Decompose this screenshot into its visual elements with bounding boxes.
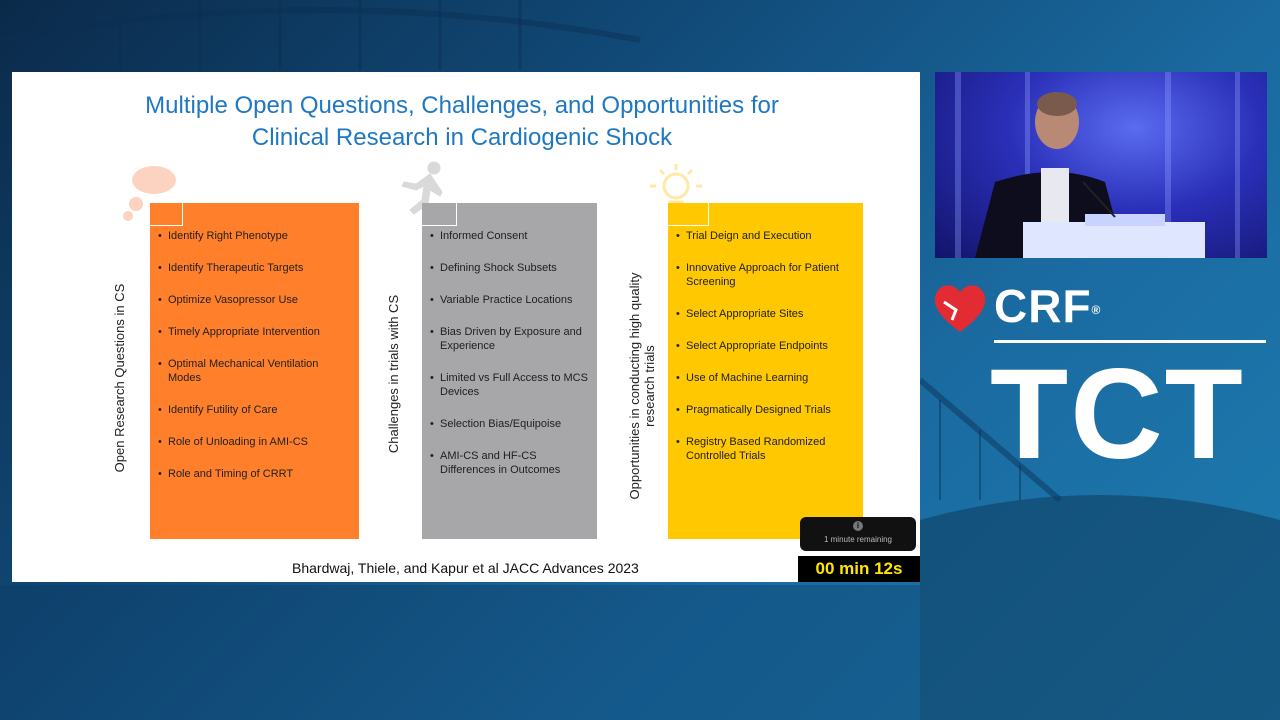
timer-notice-text: 1 minute remaining [823, 535, 893, 544]
list-item: • Defining Shock Subsets [430, 261, 589, 275]
opportunities-panel [668, 203, 863, 539]
list-item: • Registry Based Randomized Controlled Trials [676, 435, 855, 463]
registered-mark: ® [1091, 303, 1102, 317]
research-questions-label: Open Research Questions in CS [112, 283, 127, 473]
list-item: • Select Appropriate Sites [676, 307, 855, 321]
list-item: • Optimal Mechanical Ventilation Modes [158, 357, 351, 385]
column-tab-notch [150, 203, 183, 226]
slide-title-line2: Clinical Research in Cardiogenic Shock [251, 124, 673, 151]
list-item: • Use of Machine Learning [676, 371, 855, 385]
list-item: • Bias Driven by Exposure and Experience [430, 325, 589, 353]
countdown-timer: 00 min 12s [798, 556, 920, 582]
list-item: • AMI-CS and HF-CS Differences in Outcomes [430, 449, 589, 477]
presentation-slide [12, 72, 920, 582]
research-questions-panel [150, 203, 359, 539]
list-item: • Timely Appropriate Intervention [158, 325, 351, 339]
list-item: • Selection Bias/Equipoise [430, 417, 589, 431]
tct-brand-text: TCT [990, 343, 1245, 486]
list-item: • Optimize Vasopressor Use [158, 293, 351, 307]
crf-text: CRF [994, 280, 1092, 332]
list-item: • Variable Practice Locations [430, 293, 589, 307]
list-item: • Trial Deign and Execution [676, 229, 855, 243]
list-item: • Select Appropriate Endpoints [676, 339, 855, 353]
list-item: • Role and Timing of CRRT [158, 467, 351, 481]
list-item: • Identify Therapeutic Targets [158, 261, 351, 275]
list-item: • Pragmatically Designed Trials [676, 403, 855, 417]
slide-title [82, 90, 842, 154]
list-item: • Informed Consent [430, 229, 589, 243]
list-item: • Innovative Approach for Patient Screening [676, 261, 855, 289]
speaker-video-feed [935, 72, 1267, 258]
research-questions-list [150, 203, 359, 481]
list-item: • Limited vs Full Access to MCS Devices [430, 371, 589, 399]
column-tab-notch [422, 203, 457, 226]
list-item: • Role of Unloading in AMI-CS [158, 435, 351, 449]
column-tab-notch [668, 203, 709, 226]
list-item: • Identify Right Phenotype [158, 229, 351, 243]
list-item: • Identify Futility of Care [158, 403, 351, 417]
opportunities-label-line1: Opportunities in conducting high quality [627, 272, 642, 500]
opportunities-label [627, 256, 657, 516]
slide-citation: Bhardwaj, Thiele, and Kapur et al JACC Advances 2023 [292, 560, 639, 576]
trial-challenges-panel [422, 203, 597, 539]
heart-logo-icon [930, 280, 990, 336]
speaker-video-image [935, 72, 1267, 258]
opportunities-label-line2: research trials [642, 345, 657, 427]
trial-challenges-label: Challenges in trials with CS [386, 294, 401, 454]
timer-notice [800, 517, 916, 551]
crf-brand-text [994, 280, 1101, 332]
info-icon: i [853, 521, 863, 531]
slide-title-line1: Multiple Open Questions, Challenges, and Opportunities for [145, 92, 779, 119]
opportunities-list [668, 203, 863, 463]
trial-challenges-list [422, 203, 597, 477]
